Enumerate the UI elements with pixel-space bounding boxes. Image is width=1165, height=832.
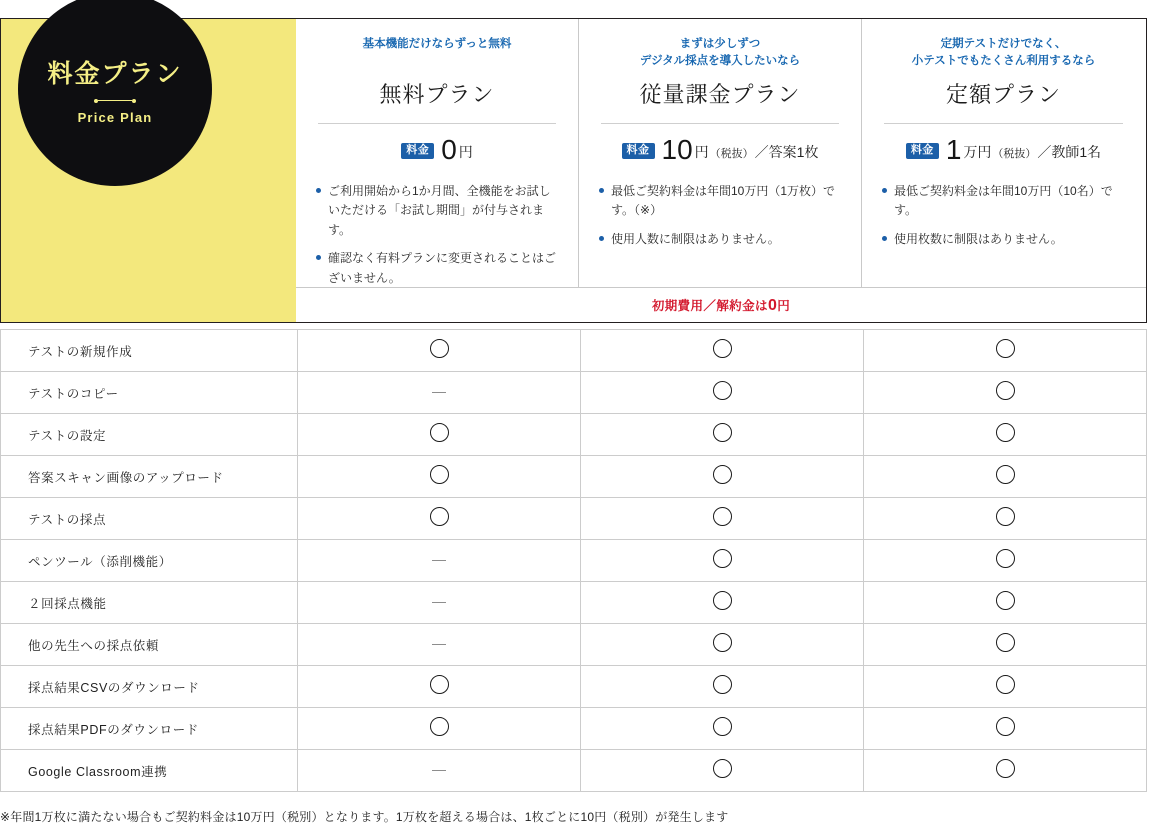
plan-tagline-line2: デジタル採点を導入したいなら bbox=[639, 55, 801, 68]
feature-label: ２回採点機能 bbox=[1, 582, 298, 624]
feature-mark-metered bbox=[581, 540, 864, 582]
feature-label: 採点結果PDFのダウンロード bbox=[1, 708, 298, 750]
circle-icon bbox=[430, 675, 449, 694]
feature-mark-free bbox=[298, 498, 581, 540]
circle-icon bbox=[430, 465, 449, 484]
feature-mark-flatrate bbox=[864, 666, 1147, 708]
initial-fee-prefix: 初期費用／解約金は bbox=[651, 298, 768, 313]
circle-icon bbox=[430, 339, 449, 358]
plan-name: 従量課金プラン bbox=[639, 82, 801, 107]
price-plan-title-en: Price Plan bbox=[77, 109, 153, 125]
feature-comparison-table bbox=[0, 329, 1147, 792]
price-tax-note: （税抜） bbox=[992, 148, 1037, 160]
initial-fee-suffix: 円 bbox=[777, 298, 791, 313]
plan-name: 無料プラン bbox=[379, 82, 495, 107]
circle-icon bbox=[996, 759, 1015, 778]
price-plan-title-jp: 料金プラン bbox=[47, 59, 183, 88]
feature-mark-metered bbox=[581, 330, 864, 372]
feature-mark-free bbox=[298, 456, 581, 498]
initial-fee-strip bbox=[296, 287, 1146, 322]
feature-mark-flatrate bbox=[864, 582, 1147, 624]
circle-icon bbox=[430, 717, 449, 736]
plan-tagline bbox=[882, 36, 1125, 72]
plan-bullets bbox=[882, 182, 1125, 249]
feature-mark-flatrate bbox=[864, 456, 1147, 498]
price-unit: 円 bbox=[694, 144, 709, 160]
circle-icon bbox=[996, 591, 1015, 610]
feature-mark-metered bbox=[581, 498, 864, 540]
footnote: ※年間1万枚に満たない場合もご契約料金は10万円（税別）となります。1万枚を超える場合は、1枚ごとに10円（税別）が発生します bbox=[0, 810, 729, 824]
plan-bullets bbox=[599, 182, 841, 249]
price-number: 0 bbox=[441, 134, 457, 165]
list-item: 使用人数に制限はありません。 bbox=[599, 230, 841, 249]
circle-icon bbox=[713, 633, 732, 652]
feature-mark-free bbox=[298, 624, 581, 666]
feature-mark-flatrate bbox=[864, 708, 1147, 750]
feature-label: テストの設定 bbox=[1, 414, 298, 456]
price-chip-label: 料金 bbox=[622, 143, 655, 159]
feature-mark-free bbox=[298, 582, 581, 624]
plan-name: 定額プラン bbox=[945, 82, 1061, 107]
feature-mark-metered bbox=[581, 582, 864, 624]
dash-icon bbox=[432, 644, 446, 645]
plan-price bbox=[882, 136, 1125, 164]
plan-card-free[interactable] bbox=[296, 19, 579, 287]
plan-price bbox=[316, 136, 558, 164]
feature-label: 採点結果CSVのダウンロード bbox=[1, 666, 298, 708]
table-row bbox=[1, 414, 1147, 456]
feature-mark-flatrate bbox=[864, 540, 1147, 582]
circle-icon bbox=[996, 549, 1015, 568]
dash-icon bbox=[432, 770, 446, 771]
feature-mark-metered bbox=[581, 708, 864, 750]
circle-icon bbox=[996, 339, 1015, 358]
circle-icon bbox=[713, 423, 732, 442]
circle-icon bbox=[996, 675, 1015, 694]
list-item: 確認なく有料プランに変更されることはございません。 bbox=[316, 249, 558, 288]
circle-icon bbox=[713, 717, 732, 736]
list-item: 最低ご契約料金は年間10万円（10名）です。 bbox=[882, 182, 1125, 221]
plan-tagline bbox=[599, 36, 841, 72]
list-item: 使用枚数に制限はありません。 bbox=[882, 230, 1125, 249]
plan-card-metered[interactable] bbox=[579, 19, 862, 287]
circle-icon bbox=[713, 339, 732, 358]
feature-mark-free bbox=[298, 372, 581, 414]
feature-mark-flatrate bbox=[864, 750, 1147, 792]
feature-mark-flatrate bbox=[864, 414, 1147, 456]
price-suffix: ／教師1名 bbox=[1037, 144, 1102, 160]
price-suffix: ／答案1枚 bbox=[754, 144, 819, 160]
circle-icon bbox=[996, 507, 1015, 526]
initial-fee-text bbox=[652, 296, 790, 315]
feature-label: 他の先生への採点依頼 bbox=[1, 624, 298, 666]
circle-icon bbox=[713, 381, 732, 400]
plan-divider bbox=[884, 123, 1123, 124]
circle-icon bbox=[713, 759, 732, 778]
circle-icon bbox=[996, 717, 1015, 736]
table-row bbox=[1, 582, 1147, 624]
feature-mark-free bbox=[298, 540, 581, 582]
table-row bbox=[1, 330, 1147, 372]
feature-mark-flatrate bbox=[864, 330, 1147, 372]
plan-tagline-line2: 小テストでもたくさん利用するなら bbox=[911, 55, 1096, 68]
table-row bbox=[1, 372, 1147, 414]
price-unit: 円 bbox=[458, 144, 473, 160]
plan-tagline-line1: 定期テストだけでなく、 bbox=[940, 38, 1067, 50]
feature-mark-free bbox=[298, 330, 581, 372]
price-number: 1 bbox=[945, 134, 962, 165]
feature-label: 答案スキャン画像のアップロード bbox=[1, 456, 298, 498]
feature-mark-flatrate bbox=[864, 372, 1147, 414]
circle-icon bbox=[713, 465, 732, 484]
list-item: ご利用開始から1か月間、全機能をお試しいただける「お試し期間」が付与されます。 bbox=[316, 182, 558, 240]
dash-icon bbox=[432, 602, 446, 603]
feature-mark-flatrate bbox=[864, 498, 1147, 540]
plan-tagline-line1: まずは少しずつ bbox=[679, 38, 761, 50]
page-right-gutter bbox=[1147, 0, 1165, 832]
table-row bbox=[1, 540, 1147, 582]
table-row bbox=[1, 708, 1147, 750]
plan-card-flatrate[interactable] bbox=[862, 19, 1145, 287]
circle-icon bbox=[713, 675, 732, 694]
circle-icon bbox=[430, 423, 449, 442]
feature-mark-metered bbox=[581, 372, 864, 414]
circle-icon bbox=[713, 549, 732, 568]
feature-mark-metered bbox=[581, 750, 864, 792]
feature-mark-metered bbox=[581, 456, 864, 498]
price-chip-label: 料金 bbox=[906, 143, 939, 159]
circle-icon bbox=[996, 633, 1015, 652]
feature-mark-free bbox=[298, 666, 581, 708]
feature-label: テストの採点 bbox=[1, 498, 298, 540]
table-row bbox=[1, 456, 1147, 498]
dash-icon bbox=[432, 560, 446, 561]
feature-label: ペンツール（添削機能） bbox=[1, 540, 298, 582]
feature-mark-flatrate bbox=[864, 624, 1147, 666]
feature-mark-free bbox=[298, 414, 581, 456]
circle-icon bbox=[996, 381, 1015, 400]
table-row bbox=[1, 624, 1147, 666]
price-number: 10 bbox=[661, 134, 693, 165]
list-item: 最低ご契約料金は年間10万円（1万枚）です。（※） bbox=[599, 182, 841, 221]
price-chip-label: 料金 bbox=[401, 143, 434, 159]
circle-icon bbox=[996, 465, 1015, 484]
circle-icon bbox=[713, 507, 732, 526]
feature-mark-metered bbox=[581, 624, 864, 666]
plan-divider bbox=[601, 123, 839, 124]
feature-label: テストのコピー bbox=[1, 372, 298, 414]
table-row bbox=[1, 666, 1147, 708]
feature-mark-metered bbox=[581, 666, 864, 708]
plan-bullets bbox=[316, 182, 558, 288]
dash-icon bbox=[432, 392, 446, 393]
price-unit: 万円 bbox=[963, 144, 992, 160]
plan-tagline: 基本機能だけならずっと無料 bbox=[362, 38, 512, 50]
circle-icon bbox=[996, 423, 1015, 442]
feature-mark-metered bbox=[581, 414, 864, 456]
badge-divider-icon bbox=[98, 100, 132, 101]
circle-icon bbox=[430, 507, 449, 526]
initial-fee-amount: 0 bbox=[767, 296, 778, 314]
plan-divider bbox=[318, 123, 556, 124]
plan-price bbox=[599, 136, 841, 164]
table-row bbox=[1, 750, 1147, 792]
circle-icon bbox=[713, 591, 732, 610]
feature-label: テストの新規作成 bbox=[1, 330, 298, 372]
price-tax-note: （税抜） bbox=[709, 148, 754, 160]
price-plan-badge bbox=[18, 0, 212, 186]
plan-cards bbox=[296, 19, 1146, 287]
table-row bbox=[1, 498, 1147, 540]
feature-table-body bbox=[1, 330, 1147, 792]
feature-label: Google Classroom連携 bbox=[1, 750, 298, 792]
page-corner bbox=[1145, 0, 1165, 18]
feature-mark-free bbox=[298, 708, 581, 750]
feature-mark-free bbox=[298, 750, 581, 792]
